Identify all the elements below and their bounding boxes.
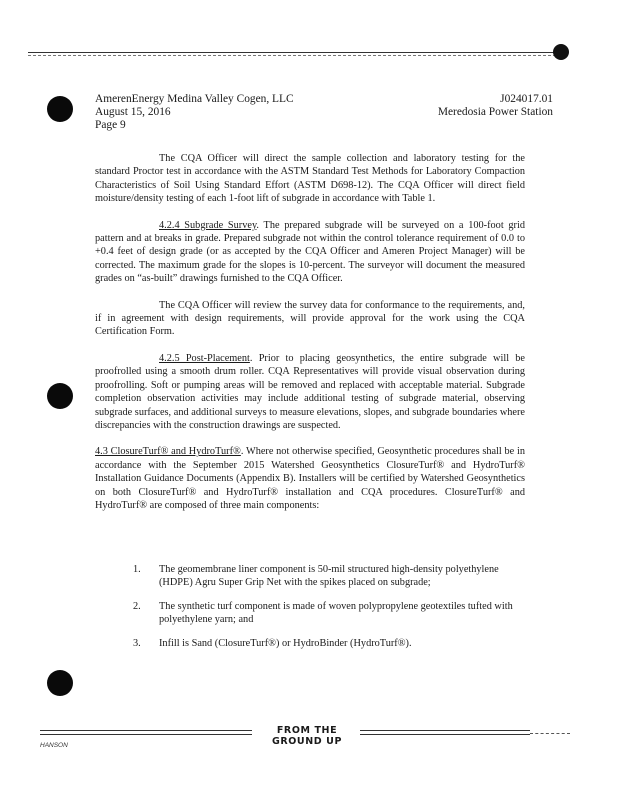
footer-slogan: FROM THE GROUND UP xyxy=(271,725,343,747)
paragraph-survey-review: The CQA Officer will review the survey data for conformance to the requirements, and, if in agreement with design requirements, will provide approval for the work using the CQA Certification Form. xyxy=(95,299,525,338)
top-rule xyxy=(28,52,556,53)
header-project-number: J024017.01 xyxy=(500,93,553,105)
list-item-number: 2. xyxy=(133,601,141,612)
header-left xyxy=(95,93,294,132)
section-heading-4-2-4: 4.2.4 Subgrade Survey xyxy=(159,219,257,231)
header-company: AmerenEnergy Medina Valley Cogen, LLC xyxy=(95,93,294,105)
section-text-4-3: . Where not otherwise specified, Geosynthetic procedures shall be in accordance with the September 2015 Watershed Geosynthetics ClosureTurf® and HydroTurf® Installation Guidance Documents (Appendix B). Installers will be certified by Watershed Geosynthetics on both ClosureTurf® and HydroTurf® installation and CQA procedures. ClosureTurf® and HydroTurf® are composed of three main components: xyxy=(95,446,525,511)
list-item-number: 3. xyxy=(133,638,141,649)
body-text xyxy=(95,152,525,525)
section-heading-4-3: 4.3 ClosureTurf® and HydroTurf® xyxy=(95,446,241,458)
header-page-number: Page 9 xyxy=(95,119,126,131)
header-right xyxy=(438,93,553,119)
footer-rule-right xyxy=(360,730,530,735)
paragraph-closureturf xyxy=(95,445,525,512)
paragraph-subgrade-survey xyxy=(95,219,525,286)
list-item-text: Infill is Sand (ClosureTurf®) or HydroBinder (HydroTurf®). xyxy=(159,638,412,649)
footer-rule-dashed xyxy=(530,733,570,734)
top-rule-dashed xyxy=(28,55,556,56)
list-item-text: The synthetic turf component is made of woven polypropylene geotextiles tufted with polyethylene yarn; and xyxy=(159,601,513,626)
section-text-4-2-4: . The prepared subgrade will be surveyed on a 100-foot grid pattern and at breaks in grade. Prepared subgrade not within the control tolerance requirement of 0.0 to +0.4 feet of design grade (or as accepted by the CQA Officer and Ameren Project Manager) will be corrected. The maximum grade for the slopes is 10-percent. The surveyor will document the measured grades on “as-built” drawings furnished to the CQA Officer. xyxy=(95,219,525,285)
punch-hole-middle xyxy=(47,383,73,409)
footer-logo: HANSON xyxy=(40,742,68,749)
paragraph-post-placement xyxy=(95,352,525,432)
section-text-4-2-5: . Prior to placing geosynthetics, the entire subgrade will be proofrolled using a smooth drum roller. CQA Representatives will provide visual observation during proofrolling. Soft or pumping areas will be removed and replaced with acceptable material. Subgrade completion observation activities may include additional testing of subgrade material, observing subgrade surfaces, and additional surveys to measure elevations, slopes, and subgrade boundaries where discrepancies with the construction drawings are suspected. xyxy=(95,352,525,431)
top-rule-mark xyxy=(553,44,569,60)
header-site: Meredosia Power Station xyxy=(437,106,553,118)
header-date: August 15, 2016 xyxy=(95,106,171,118)
punch-hole-top xyxy=(47,96,73,122)
paragraph-proctor: The CQA Officer will direct the sample collection and laboratory testing for the standard Proctor test in accordance with the ASTM Standard Test Methods for Laboratory Compaction Characteristics of Soil Using Standard Effort (ASTM D698-12). The CQA Officer will direct field moisture/density testing of each 1-foot lift of subgrade in accordance with Table 1. xyxy=(95,153,525,205)
footer-rule-left xyxy=(40,730,252,735)
list-item-number: 1. xyxy=(133,564,141,575)
punch-hole-bottom xyxy=(47,670,73,696)
list-item-text: The geomembrane liner component is 50-mil structured high-density polyethylene (HDPE) Agru Super Grip Net with the spikes placed on subgrade; xyxy=(159,564,499,589)
section-heading-4-2-5: 4.2.5 Post-Placement xyxy=(159,352,250,364)
